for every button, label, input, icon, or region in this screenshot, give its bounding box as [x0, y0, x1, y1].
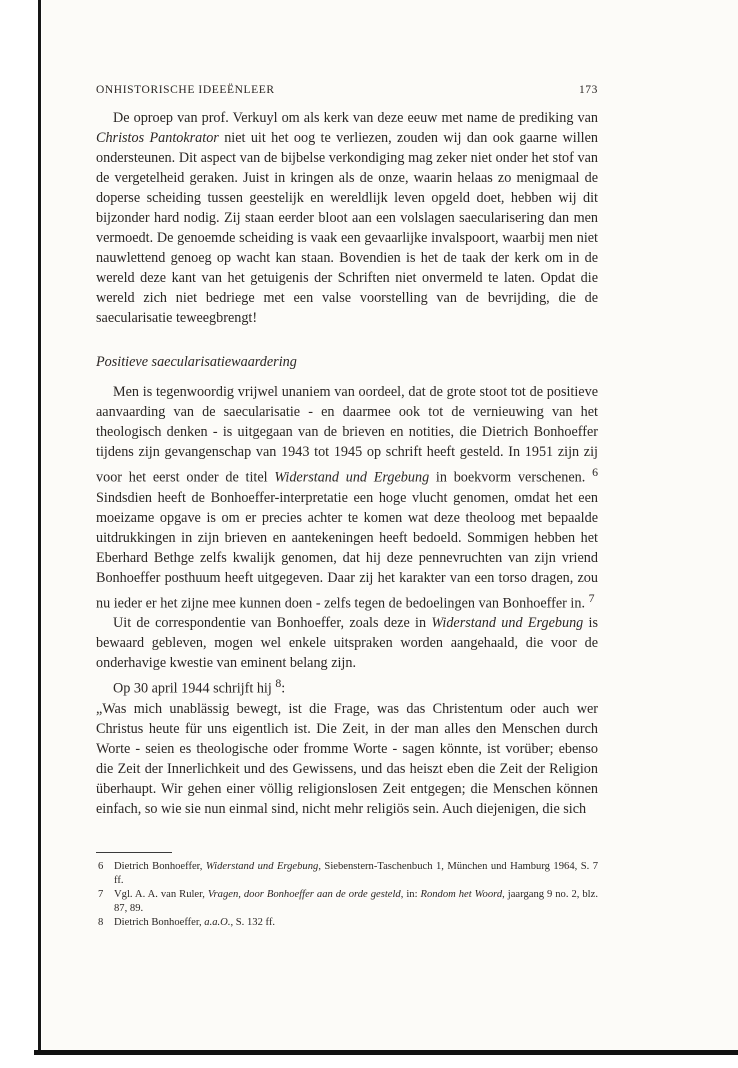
footnote-8 — [96, 916, 598, 930]
text-run: , Siebenstern-Taschenbuch 1, München und Hamburg 1964, S. 7 ff. — [114, 861, 598, 886]
text-run: Men is tegenwoordig vrijwel unaniem van oordeel, dat de grote stoot tot de positieve aanvaarding van de saecularisatie - en daarmee ook tot de vernieuwing van het theologisch denken - is uitgegaan van de brieven en notities, die Dietrich Bonhoeffer tijdens zijn gevangenschap van 1943 tot 1945 op schrift heeft gesteld. In 1951 zijn zij voor het eerst onder de titel — [96, 384, 598, 486]
paragraph-3 — [96, 613, 598, 673]
text-run: Uit de correspondentie van Bonhoeffer, zoals deze in — [113, 615, 432, 632]
text-run: niet uit het oog te verliezen, zouden wij dan ook gaarne willen ondersteunen. Dit aspect van de bijbelse verkondiging mag zeker niet onder het stof van de vergetelheid geraken. Juist in kringen als de onze, waarin helaas zo menigmaal de doperse scheiding tussen geestelijk en wereldlijk leven opgeld doet, hebben wij dit bijzonder hard nodig. Zij staan eerder bloot aan een volslagen saecularisering dan men vermoedt. De genoemde scheiding is vaak een gevaarlijke invalspoort, waarbij men niet nauwlettend genoeg op wacht kan staan. Bovendien is het de taak der kerk om in de wereld deze kant van het getuigenis der Schriften niet onvermeld te laten. Opdat die wereld zich niet bedriege met een valse voorstelling van de bevrijding, die de saecularisatie teweegbrengt! — [96, 130, 598, 326]
section-heading: Positieve saecularisatiewaardering — [96, 354, 297, 370]
footnote-7 — [96, 888, 598, 916]
running-head — [96, 84, 598, 100]
text-run: Dietrich Bonhoeffer, — [114, 861, 206, 872]
italic-article-title: Vragen, door Bonhoeffer aan de orde gesteld — [207, 889, 401, 900]
italic-book-title: Widerstand und Ergebung — [205, 861, 319, 872]
footnote-number: 8 — [98, 917, 104, 928]
scan-edge-left — [38, 0, 41, 1050]
text-run: Dietrich Bonhoeffer, — [114, 917, 205, 928]
text-run: De oproep van prof. Verkuyl om als kerk van deze eeuw met name de prediking van — [113, 110, 598, 126]
footnote-ref-7: 7 — [588, 590, 595, 605]
text-run: Vgl. A. A. van Ruler, — [114, 889, 208, 900]
italic-term: Christos Pantokrator — [96, 130, 219, 146]
italic-journal-title: Rondom het Woord — [420, 889, 503, 900]
running-head-title: ONHISTORISCHE IDEEËNLEER — [96, 84, 275, 96]
main-text — [96, 108, 598, 819]
german-quotation: „Was mich unablässig bewegt, ist die Frage, was das Christentum oder auch wer Christus heute für uns eigentlich ist. Die Zeit, in der man alles den Menschen durch Worte - seien es theologische oder fromme Worte - sagen könnte, ist vorüber; ebenso die Zeit der Innerlichkeit und des Gewissens, und das heiszt eben die Zeit der Religion überhaupt. Wir gehen einer völlig religionslosen Zeit entgegen; die Menschen können einfach, so wie sie nun einmal sind, nicht mehr religiös sein. Auch diejenigen, die sich — [96, 701, 598, 818]
text-run: Op 30 april 1944 schrijft hij — [113, 681, 276, 698]
footnote-number: 6 — [98, 861, 104, 872]
text-run: : — [281, 681, 286, 698]
text-run: , in: — [400, 889, 421, 900]
text-run: in boekvorm verschenen. — [429, 469, 593, 486]
italic-book-title: Widerstand und Ergebung — [274, 469, 430, 486]
text-run: , S. 132 ff. — [230, 917, 276, 928]
footnote-ref-6: 6 — [592, 465, 598, 479]
text-run: , jaargang 9 no. 2, blz. 87, 89. — [114, 889, 598, 914]
italic-abbreviation: a.a.O. — [204, 917, 231, 928]
italic-book-title: Widerstand und Ergebung — [431, 615, 584, 632]
paragraph-1 — [96, 108, 598, 328]
text-run: is bewaard gebleven, mogen wel enkele uitspraken worden aangehaald, die voor de onderhavige kwestie van eminent belang zijn. — [96, 615, 599, 672]
page-number: 173 — [578, 84, 598, 96]
scan-edge-bottom — [34, 1050, 738, 1055]
paragraph-2 — [96, 382, 598, 613]
paragraph-4 — [96, 673, 598, 699]
footnote-rule — [96, 852, 172, 853]
footnote-number: 7 — [98, 889, 104, 900]
footnote-6 — [96, 860, 598, 888]
text-run: Sindsdien heeft de Bonhoeffer-interpretatie een hoge vlucht genomen, omdat het een moeizame opgave is om er precies achter te komen wat deze theoloog met bepaalde uitdrukkingen in zijn brieven en aantekeningen heeft bedoeld. Sommigen hebben het Eberhard Bethge zelfs kwalijk genomen, dat hij deze pennevruchten van zijn vriend Bonhoeffer posthuum heeft uitgegeven. Daar zij het karakter van een torso dragen, zou nu ieder er het zijne mee kunnen doen - zelfs tegen de bedoelingen van Bonhoeffer in. — [96, 489, 598, 612]
footnotes — [96, 860, 598, 930]
footnote-ref-8: 8 — [275, 676, 282, 691]
